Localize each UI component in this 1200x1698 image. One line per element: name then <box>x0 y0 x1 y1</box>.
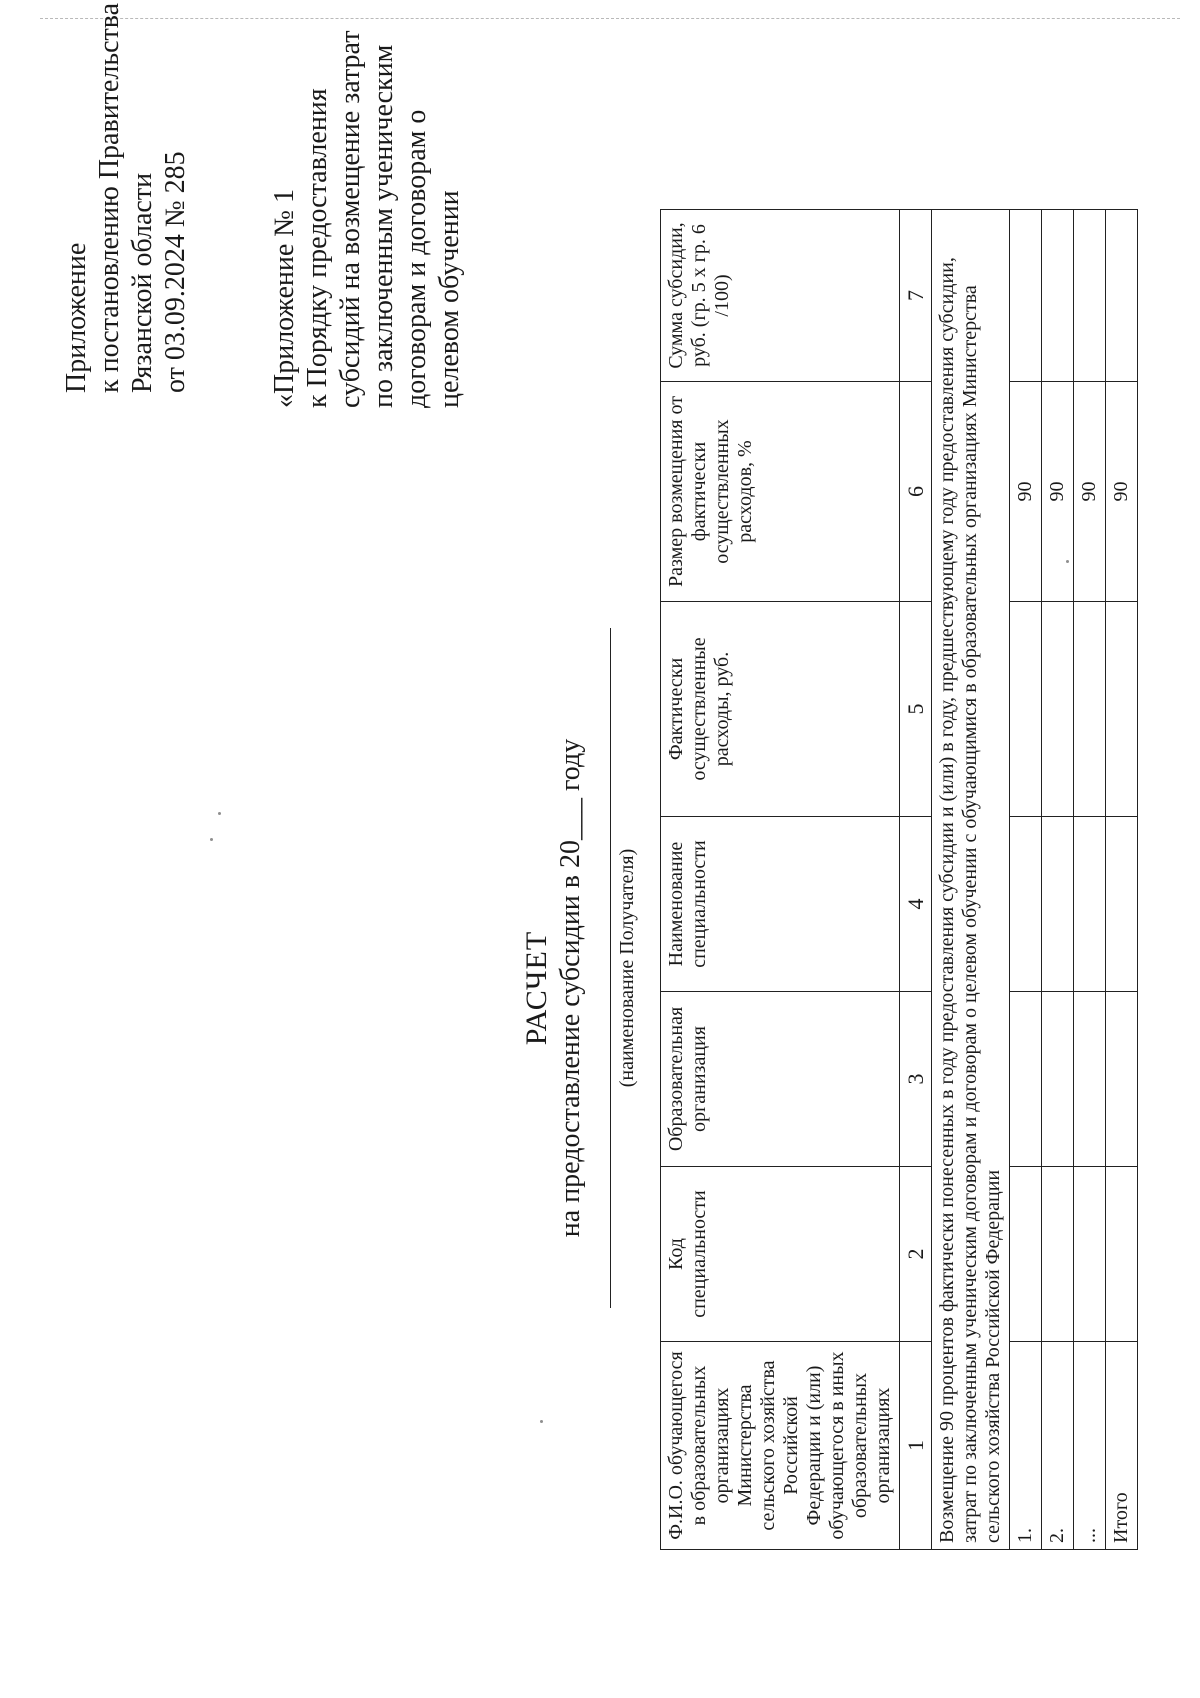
order-appendix-block <box>268 31 466 408</box>
column-header: Размер возмещения от фактически осуществленных расходов, % <box>661 382 900 602</box>
column-header: Фактически осуществленные расходы, руб. <box>661 602 900 817</box>
table-cell <box>1074 1167 1106 1342</box>
appendix-line: Приложение <box>61 242 92 393</box>
column-number: 4 <box>900 817 932 992</box>
table-cell <box>1042 602 1074 817</box>
table-cell <box>1106 602 1138 817</box>
table-cell <box>1042 817 1074 992</box>
column-number: 6 <box>900 382 932 602</box>
table-cell <box>1106 992 1138 1167</box>
column-header: Код специальности <box>661 1167 900 1342</box>
table-cell <box>1074 602 1106 817</box>
percent-cell: 90 <box>1010 382 1042 602</box>
table-cell <box>1074 210 1106 382</box>
column-number: 2 <box>900 1167 932 1342</box>
order-appendix-line: к Порядку предоставления <box>302 88 333 408</box>
order-appendix-line: субсидий на возмещение затрат <box>335 30 366 408</box>
table-row <box>1074 210 1106 1550</box>
column-number: 7 <box>900 210 932 382</box>
percent-cell: 90 <box>1106 382 1138 602</box>
table-cell <box>1074 817 1106 992</box>
row-label: Итого <box>1106 1342 1138 1550</box>
table-row-total <box>1106 210 1138 1550</box>
table-cell <box>1010 210 1042 382</box>
column-header: Ф.И.О. обучающегося в образовательных организациях Министерства сельского хозяйства Российской Федерации и (или) обучающегося в иных образовательных организациях <box>661 1342 900 1550</box>
column-header: Наименование специальности <box>661 817 900 992</box>
calculation-table <box>660 209 1138 1550</box>
column-header: Сумма субсидии, руб. (гр. 5 х гр. 6 /100) <box>661 210 900 382</box>
table-cell <box>1042 1167 1074 1342</box>
column-number: 1 <box>900 1342 932 1550</box>
order-appendix-line: целевом обучении <box>434 190 465 408</box>
recipient-caption: (наименование Получателя) <box>616 848 638 1088</box>
table-cell <box>1074 992 1106 1167</box>
table-header-row <box>661 210 900 1550</box>
document-subtitle: на предоставление субсидии в 20___ году <box>555 738 586 1238</box>
order-appendix-line: «Приложение № 1 <box>269 189 300 408</box>
row-label: 1. <box>1010 1342 1042 1550</box>
table-cell <box>1042 992 1074 1167</box>
table-cell <box>1010 992 1042 1167</box>
recipient-underline <box>610 628 611 1308</box>
table-cell <box>1010 602 1042 817</box>
order-appendix-line: договорам и договорам о <box>401 109 432 408</box>
column-number: 5 <box>900 602 932 817</box>
table-row <box>1042 210 1074 1550</box>
column-header: Образовательная организация <box>661 992 900 1167</box>
table-cell <box>1010 817 1042 992</box>
appendix-line: к постановлению Правительства <box>94 2 125 393</box>
section-note: Возмещение 90 процентов фактически понесенных в году предоставления субсидии и (или) в году, предшествующему году предоставления субсидии, затрат по заключенным ученическим договорам и договорам о целевом обучении с обучающимися в образовательных организациях Министерства сельского хозяйства Российской Федерации <box>932 210 1010 1550</box>
appendix-line: Рязанской области <box>127 172 158 393</box>
percent-cell: 90 <box>1042 382 1074 602</box>
appendix-line: от 03.09.2024 № 285 <box>160 151 191 393</box>
percent-cell: 90 <box>1074 382 1106 602</box>
appendix-block <box>60 3 192 393</box>
column-number: 3 <box>900 992 932 1167</box>
table-cell <box>1042 210 1074 382</box>
table-cell <box>1106 210 1138 382</box>
section-note-row <box>932 210 1010 1550</box>
column-number-row <box>900 210 932 1550</box>
table-row <box>1010 210 1042 1550</box>
document-title-block <box>520 608 587 1368</box>
row-label: 2. <box>1042 1342 1074 1550</box>
table-cell <box>1010 1167 1042 1342</box>
order-appendix-line: по заключенным ученическим <box>368 44 399 408</box>
table-cell <box>1106 1167 1138 1342</box>
document-title: РАСЧЕТ <box>520 930 553 1046</box>
row-label: ... <box>1074 1342 1106 1550</box>
table-cell <box>1106 817 1138 992</box>
